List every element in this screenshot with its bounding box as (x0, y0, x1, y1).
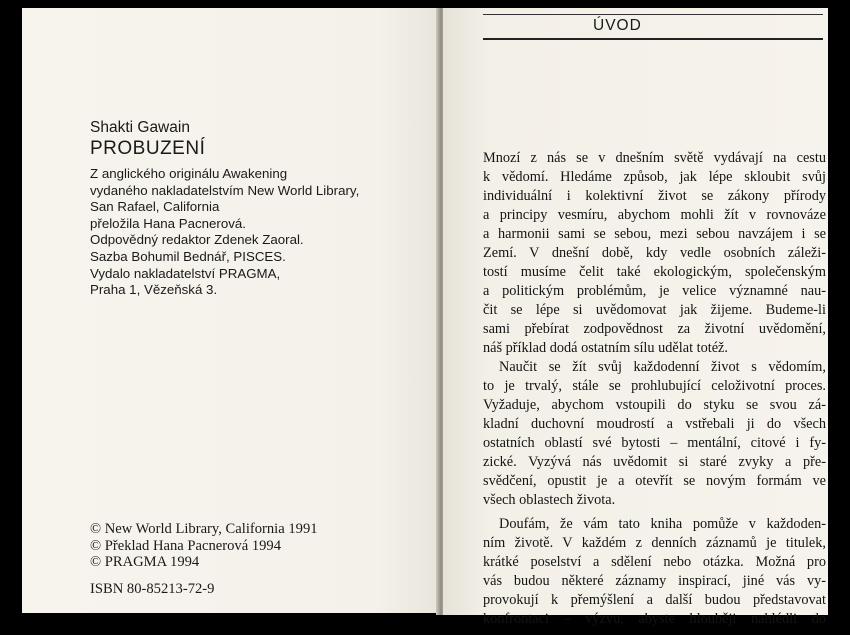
text-line: ostatních oblastí své bytosti – mentální, citové i fy- (483, 435, 826, 451)
publication-info-line: Vydalo nakladatelství PRAGMA, (90, 265, 281, 281)
publication-info-line: Odpovědný redaktor Zdenek Zaoral. (90, 232, 304, 248)
text-line: a harmonii sami se sebou, mezi sebou navzájem i se (483, 226, 826, 242)
text-line: náš příklad dodá ostatním sílu udělat totéž. (483, 340, 728, 356)
chapter-title: ÚVOD (593, 17, 642, 34)
publication-info-line: Praha 1, Vězeňská 3. (90, 282, 218, 298)
copyright-line: © New World Library, California 1991 (90, 521, 318, 537)
text-line: Mnozí z nás se v dnešním světě vydávají na cestu (483, 150, 826, 166)
text-line: konfrontaci – výzvu, abyste hlouběji nahlédli do (483, 611, 826, 627)
text-line: Vyžaduje, abychom vstoupili do styku se svou zá- (483, 397, 826, 413)
text-line: k vědomí. Hledáme způsob, jak lépe skloubit svůj (483, 169, 826, 185)
text-line: tostí musíme čelit také ekologickým, společenským (483, 264, 826, 280)
text-line: čit se lépe si uvědomovat jak žijeme. Budeme-li (483, 302, 826, 318)
text-line: individuální i kolektivní život se zákony přírody (483, 188, 826, 204)
header-rule-bottom (483, 38, 823, 40)
text-line: to je trvalý, stále se prohlubující celoživotní proces. (483, 378, 826, 394)
text-line: provokují k přemýšlení a další budou představovat (483, 592, 826, 608)
body-text (483, 149, 826, 629)
header-rule-top (483, 14, 823, 15)
publication-info-line: přeložila Hana Pacnerová. (90, 215, 246, 231)
text-line: a politickým problémům, je velice významné nau- (483, 283, 826, 299)
text-line: zické. Vyzývá nás uvědomit si staré zvyky a pře- (483, 454, 826, 470)
publication-info-line: San Rafael, California (90, 199, 220, 215)
isbn: ISBN 80-85213-72-9 (90, 580, 215, 597)
author-name: Shakti Gawain (90, 119, 190, 136)
publication-info-line: Sazba Bohumil Bednář, PISCES. (90, 248, 286, 264)
text-line: vás budou některé záznamy inspirací, jiné vás vy- (483, 573, 826, 589)
text-line: Doufám, že vám tato kniha pomůže v každoden- (499, 516, 826, 532)
text-line: Naučit se žít svůj každodenní život s vědomím, (499, 359, 826, 375)
book-title: PROBUZENÍ (90, 138, 206, 159)
right-page (443, 8, 828, 627)
publication-info-line: vydaného nakladatelstvím New World Library, (90, 182, 360, 198)
left-page (22, 8, 440, 613)
text-line: a principy vesmíru, abychom mohli žít v rovnováze (483, 207, 826, 223)
text-line: Zemí. V dnešní době, kdy vedle osobních záleži- (483, 245, 826, 261)
copyright-line: © PRAGMA 1994 (90, 554, 200, 570)
text-line: svědčení, opustit je a otevřít se novým formám ve (483, 473, 826, 489)
copyright-block (90, 521, 420, 598)
publication-info-line: Z anglického originálu Awakening (90, 166, 288, 181)
text-line: krátké poselství a sdělení nebo otázka. Možná pro (483, 554, 826, 570)
text-line: kladní duchovní moudrostí a vstřebali ji do všech (483, 416, 826, 432)
text-line: všech oblastech života. (483, 492, 616, 508)
text-line: ním životě. V každém z denních záznamů je titulek, (483, 535, 826, 551)
text-line: sami přebírat zodpovědnost za životní uvědomění, (483, 321, 826, 337)
colophon (90, 118, 420, 299)
copyright-line: © Překlad Hana Pacnerová 1994 (90, 537, 282, 554)
